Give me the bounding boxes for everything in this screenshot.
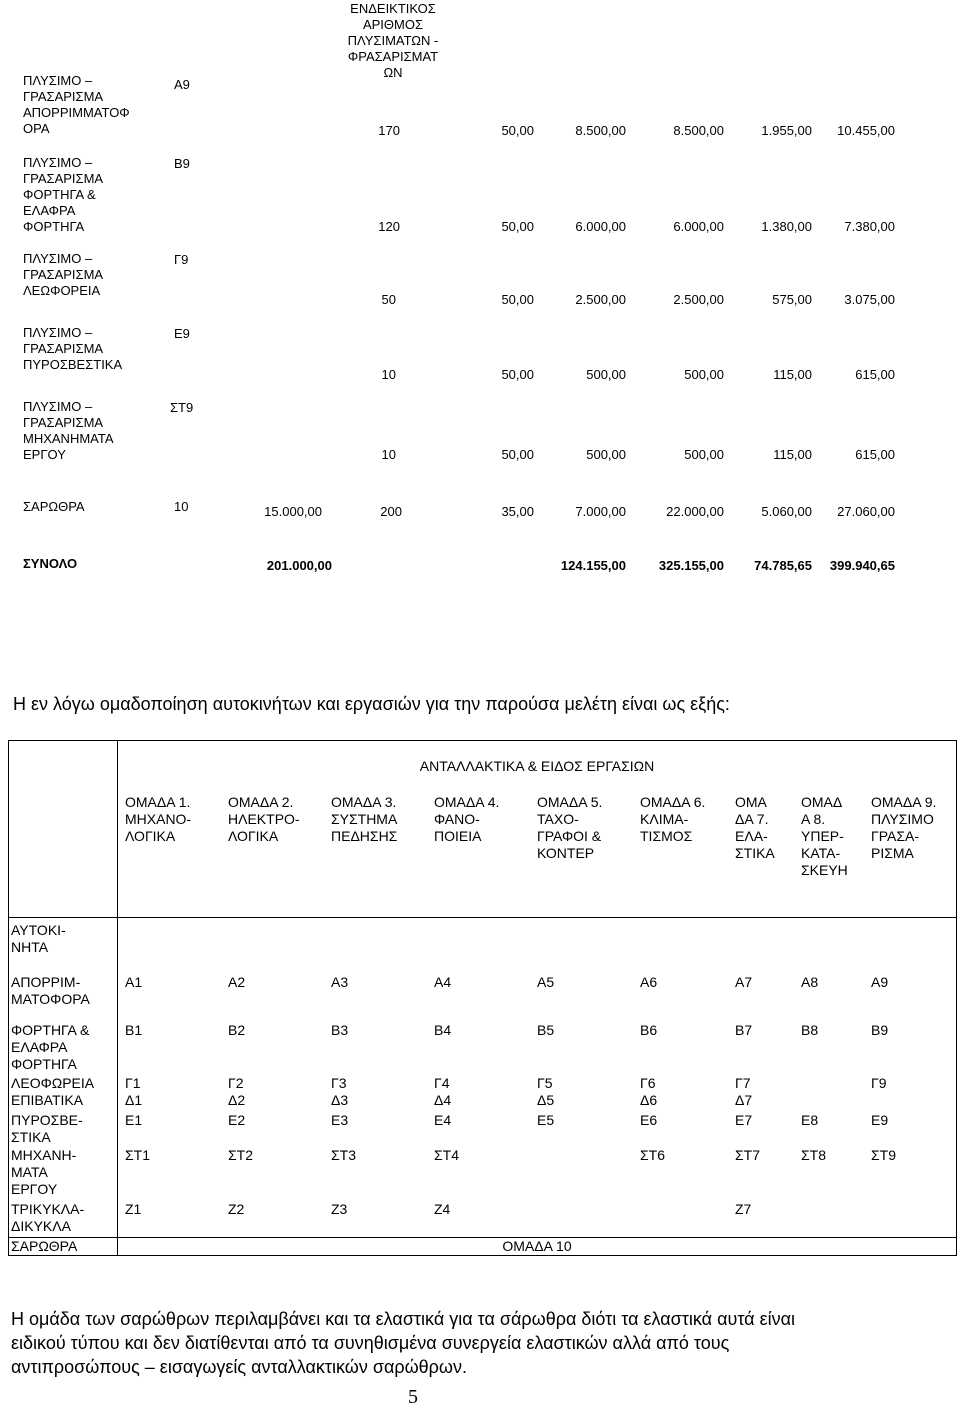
group-cell: ΣΤ6 [640, 1147, 665, 1163]
cost-cell: 50,00 [501, 447, 534, 462]
cost-cell: 1.955,00 [761, 123, 812, 138]
cost-cell: 27.060,00 [837, 504, 895, 519]
total-cell: 201.000,00 [266, 558, 332, 573]
group-cell: Γ2 [228, 1075, 244, 1091]
cost-row-code: 10 [174, 499, 189, 514]
group-cell: Β1 [125, 1022, 143, 1038]
group-cell: Ε2 [228, 1112, 246, 1128]
group-cell: Α5 [537, 974, 555, 990]
group-row-label: ΤΡΙΚΥΚΛΑ- ΔΙΚΥΚΛΑ [11, 1201, 85, 1234]
group-cell: Ε9 [871, 1112, 889, 1128]
group-row-label: ΛΕΟΦΩΡΕΙΑ [11, 1075, 95, 1091]
cost-row-code: Γ9 [174, 252, 189, 267]
group-row-label: ΣΑΡΩΘΡΑ [11, 1238, 78, 1254]
group-cell: Δ4 [434, 1092, 452, 1108]
group-cell: Ε7 [735, 1112, 753, 1128]
group-cell: Ζ1 [125, 1201, 142, 1217]
total-cell: 325.155,00 [658, 558, 724, 573]
total-row-label: ΣΥΝΟΛΟ [23, 556, 78, 571]
intro-paragraph: Η εν λόγω ομαδοποίηση αυτοκινήτων και εργασιών για την παρούσα μελέτη είναι ως εξής: [13, 694, 730, 714]
group-cell: Α7 [735, 974, 753, 990]
group-cell: Ε6 [640, 1112, 658, 1128]
cost-cell: 3.075,00 [844, 292, 895, 307]
group-column-header: ΟΜΑΔΑ 5. ΤΑΧΟ- ΓΡΑΦΟΙ & ΚΟΝΤΕΡ [537, 794, 603, 861]
cost-row-code: Α9 [174, 77, 190, 92]
cost-row-name: ΠΛΥΣΙΜΟ – ΓΡΑΣΑΡΙΣΜΑ ΛΕΩΦΟΡΕΙΑ [23, 251, 104, 298]
group-cell: Α6 [640, 974, 658, 990]
group-column-header: ΟΜΑΔΑ 3. ΣΥΣΤΗΜΑ ΠΕΔΗΣΗΣ [331, 794, 398, 844]
total-cell: 74.785,65 [754, 558, 812, 573]
closing-paragraph: Η ομάδα των σαρώθρων περιλαμβάνει και τα ελαστικά για τα σάρωθρα διότι τα ελαστικά αυτά είναι ειδικού τύπου και δεν διατίθενται από τα συνηθισμένα συνεργεία ελαστικών αλλά από τους αντιπροσώπους – εισαγωγείς ανταλλακτικών σαρώθρων. [11, 1309, 796, 1377]
group-cell: Ε8 [801, 1112, 819, 1128]
cost-cell: 15.000,00 [264, 504, 322, 519]
group-cell: ΣΤ3 [331, 1147, 356, 1163]
cost-cell: 5.060,00 [761, 504, 812, 519]
group-cell: Α3 [331, 974, 349, 990]
cost-cell: 2.500,00 [575, 292, 626, 307]
cost-cell: 6.000,00 [673, 219, 724, 234]
group-column-header: ΟΜΑΔΑ 4. ΦΑΝΟ- ΠΟΙΕΙΑ [434, 794, 500, 844]
cost-cell: 500,00 [684, 367, 724, 382]
group-row-label: ΜΗΧΑΝΗ- ΜΑΤΑ ΕΡΓΟΥ [11, 1147, 77, 1197]
group-cell: Ε5 [537, 1112, 555, 1128]
cost-row-name: ΣΑΡΩΘΡΑ [23, 499, 85, 514]
group-column-header: ΟΜΑΔΑ 9. ΠΛΥΣΙΜΟ ΓΡΑΣΑ- ΡΙΣΜΑ [871, 794, 937, 861]
group-cell: ΣΤ7 [735, 1147, 760, 1163]
group-cell: Β9 [871, 1022, 889, 1038]
cost-cell: 500,00 [586, 447, 626, 462]
group-cell: Β3 [331, 1022, 349, 1038]
page-number: 5 [408, 1386, 418, 1408]
cost-cell: 120 [378, 219, 400, 234]
cost-cell: 1.380,00 [761, 219, 812, 234]
column-header-wash-count: ΕΝΔΕΙΚΤΙΚΟΣ ΑΡΙΘΜΟΣ ΠΛΥΣΙΜΑΤΩΝ - ΦΡΑΣΑΡΙΣΜΑΤ ΩΝ [347, 1, 439, 80]
group-cell: Γ3 [331, 1075, 347, 1091]
group-cell: Ζ3 [331, 1201, 348, 1217]
cost-cell: 615,00 [855, 447, 895, 462]
cost-row-code: Ε9 [174, 326, 190, 341]
group-cell: Γ9 [871, 1075, 887, 1091]
cost-cell: 10.455,00 [837, 123, 895, 138]
cost-row-name: ΠΛΥΣΙΜΟ – ΓΡΑΣΑΡΙΣΜΑ ΦΟΡΤΗΓΑ & ΕΛΑΦΡΑ ΦΟΡΤΗΓΑ [23, 155, 104, 234]
cost-cell: 50,00 [501, 367, 534, 382]
group-cell: Ε3 [331, 1112, 349, 1128]
group-cell: Δ1 [125, 1092, 143, 1108]
group-cell: Γ1 [125, 1075, 141, 1091]
total-cell: 399.940,65 [829, 558, 895, 573]
cost-cell: 7.380,00 [844, 219, 895, 234]
cost-row-code: Β9 [174, 156, 190, 171]
cost-cell: 10 [381, 367, 396, 382]
cost-cell: 575,00 [772, 292, 812, 307]
vehicles-label: ΑΥΤΟΚΙ- ΝΗΤΑ [11, 922, 66, 955]
group-table [8, 740, 957, 1256]
group-cell: Δ6 [640, 1092, 658, 1108]
group-cell: Β5 [537, 1022, 555, 1038]
group-cell: Β2 [228, 1022, 246, 1038]
cost-cell: 115,00 [773, 367, 812, 382]
group-cell: Ζ4 [434, 1201, 451, 1217]
group-cell: Γ4 [434, 1075, 450, 1091]
group-cell: Δ5 [537, 1092, 555, 1108]
group-cell: Ζ2 [228, 1201, 245, 1217]
cost-cell: 50,00 [501, 123, 534, 138]
cost-row-name: ΠΛΥΣΙΜΟ – ΓΡΑΣΑΡΙΣΜΑ ΠΥΡΟΣΒΕΣΤΙΚΑ [23, 325, 123, 372]
group-cell-sarothra: ΟΜΑΔΑ 10 [502, 1238, 572, 1254]
group-column-header: ΟΜΑΔ Α 8. ΥΠΕΡ- ΚΑΤΑ- ΣΚΕΥΗ [801, 794, 848, 878]
group-cell: ΣΤ4 [434, 1147, 459, 1163]
group-cell: Ζ7 [735, 1201, 752, 1217]
group-cell: Β4 [434, 1022, 452, 1038]
cost-cell: 50 [381, 292, 396, 307]
group-cell: Γ7 [735, 1075, 751, 1091]
cost-cell: 22.000,00 [666, 504, 724, 519]
cost-cell: 50,00 [501, 292, 534, 307]
group-row-label: ΑΠΟΡΡΙΜ- ΜΑΤΟΦΟΡΑ [11, 974, 90, 1007]
group-cell: Α9 [871, 974, 889, 990]
group-column-header: ΟΜΑΔΑ 1. ΜΗΧΑΝΟ- ΛΟΓΙΚΑ [125, 794, 192, 844]
group-column-header: ΟΜΑΔΑ 6. ΚΛΙΜΑ- ΤΙΣΜΟΣ [640, 794, 706, 844]
group-cell: Ε4 [434, 1112, 452, 1128]
total-cell: 124.155,00 [560, 558, 626, 573]
cost-row-name: ΠΛΥΣΙΜΟ – ΓΡΑΣΑΡΙΣΜΑ ΑΠΟΡΡΙΜΜΑΤΟΦ ΟΡΑ [23, 73, 130, 136]
group-cell: Δ3 [331, 1092, 349, 1108]
cost-cell: 8.500,00 [575, 123, 626, 138]
group-cell: Γ5 [537, 1075, 553, 1091]
group-cell: Ε1 [125, 1112, 143, 1128]
cost-cell: 50,00 [501, 219, 534, 234]
group-cell: Β8 [801, 1022, 819, 1038]
cost-row-name: ΠΛΥΣΙΜΟ – ΓΡΑΣΑΡΙΣΜΑ ΜΗΧΑΝΗΜΑΤΑ ΕΡΓΟΥ [23, 399, 114, 462]
cost-row-code: ΣΤ9 [170, 400, 194, 415]
cost-cell: 6.000,00 [575, 219, 626, 234]
group-cell: ΣΤ9 [871, 1147, 896, 1163]
group-row-label: ΦΟΡΤΗΓΑ & ΕΛΑΦΡΑ ΦΟΡΤΗΓΑ [11, 1022, 90, 1072]
group-cell: Δ2 [228, 1092, 246, 1108]
group-cell: Β6 [640, 1022, 658, 1038]
cost-cell: 35,00 [501, 504, 534, 519]
cost-cell: 2.500,00 [673, 292, 724, 307]
group-cell: Α4 [434, 974, 452, 990]
group-row-label: ΕΠΙΒΑΤΙΚΑ [11, 1092, 84, 1108]
group-cell: ΣΤ1 [125, 1147, 150, 1163]
cost-cell: 7.000,00 [575, 504, 626, 519]
cost-cell: 115,00 [773, 447, 812, 462]
group-column-header: ΟΜΑΔΑ 2. ΗΛΕΚΤΡΟ- ΛΟΓΙΚΑ [228, 794, 300, 844]
group-cell: Α1 [125, 974, 143, 990]
group-column-header: ΟΜΑ ΔΑ 7. ΕΛΑ- ΣΤΙΚΑ [735, 794, 775, 861]
cost-cell: 8.500,00 [673, 123, 724, 138]
group-row-label: ΠΥΡΟΣΒΕ- ΣΤΙΚΑ [11, 1112, 83, 1145]
group-cell: Α8 [801, 974, 819, 990]
cost-cell: 615,00 [855, 367, 895, 382]
group-cell: Γ6 [640, 1075, 656, 1091]
cost-cell: 500,00 [586, 367, 626, 382]
group-cell: ΣΤ2 [228, 1147, 253, 1163]
group-table-title: ΑΝΤΑΛΛΑΚΤΙΚΑ & ΕΙΔΟΣ ΕΡΓΑΣΙΩΝ [419, 758, 655, 774]
group-cell: Β7 [735, 1022, 753, 1038]
cost-cell: 170 [378, 123, 400, 138]
cost-cell: 10 [381, 447, 396, 462]
group-cell: Δ7 [735, 1092, 753, 1108]
cost-cell: 500,00 [684, 447, 724, 462]
group-cell: Α2 [228, 974, 246, 990]
group-cell: ΣΤ8 [801, 1147, 826, 1163]
cost-cell: 200 [380, 504, 402, 519]
